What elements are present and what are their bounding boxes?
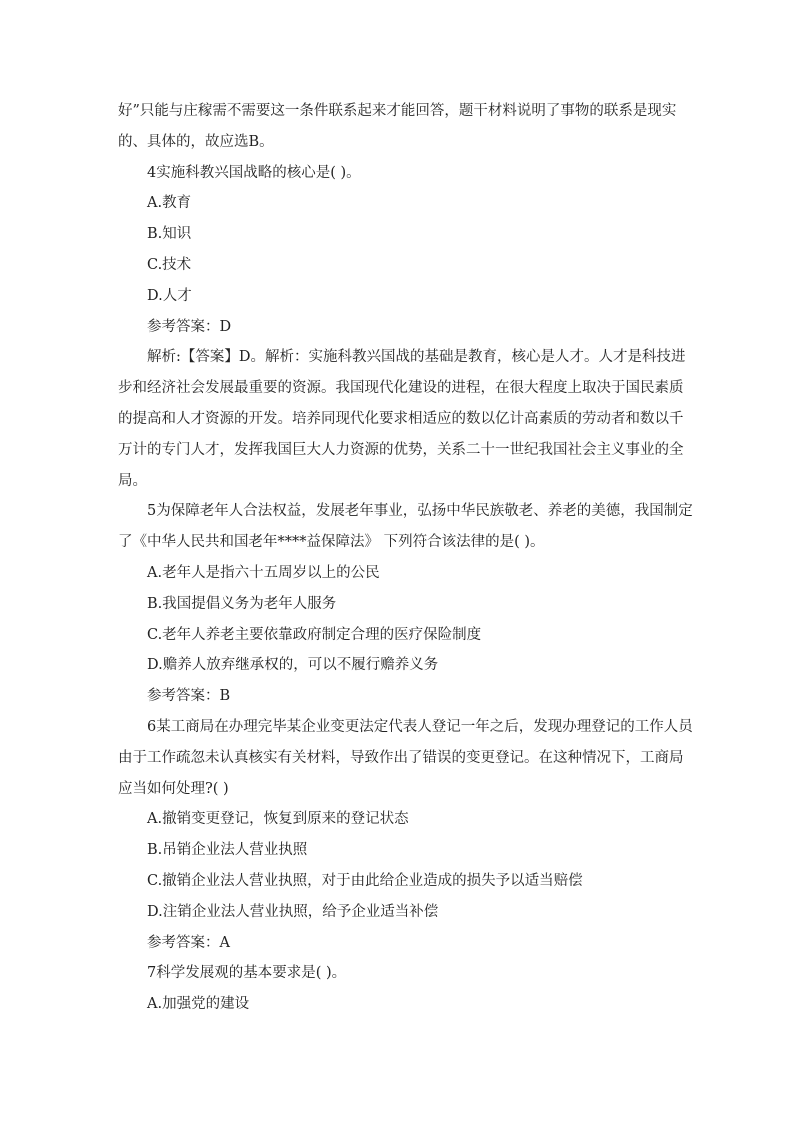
question-5-option-c: C.老年人养老主要依靠政府制定合理的医疗保险制度 [147,626,482,643]
question-6-answer: 参考答案：A [147,934,230,951]
question-6-option-d: D.注销企业法人营业执照，给予企业适当补偿 [147,903,439,920]
question-4-analysis-line-3: 的提高和人才资源的开发。培养同现代化要求相适应的数以亿计高素质的劳动者和数以千 [118,410,684,427]
question-4-analysis-line-4: 万计的专门人才，发挥我国巨大人力资源的优势，关系二十一世纪我国社会主义事业的全 [118,441,684,458]
question-4-analysis-line-2: 步和经济社会发展最重要的资源。我国现代化建设的进程，在很大程度上取决于国民素质 [118,380,684,397]
question-6-option-a: A.撤销变更登记，恢复到原来的登记状态 [147,811,409,828]
question-4-option-d: D.人才 [147,287,192,304]
question-7-text: 7科学发展观的基本要求是( )。 [147,965,347,982]
question-5-text-line-1: 5为保障老年人合法权益，发展老年事业，弘扬中华民族敬老、养老的美德，我国制定 [147,503,693,520]
question-5-text-line-2: 了《中华人民共和国老年****益保障法》 下列符合该法律的是( )。 [118,534,545,551]
question-6-option-c: C.撤销企业法人营业执照，对于由此给企业造成的损失予以适当赔偿 [147,872,583,889]
question-7-option-a: A.加强党的建设 [147,996,250,1013]
question-4-analysis-line-5: 局。 [118,472,147,489]
question-6-option-b: B.吊销企业法人营业执照 [147,842,308,859]
question-4-option-a: A.教育 [147,195,192,212]
question-5-option-a: A.老年人是指六十五周岁以上的公民 [147,564,380,581]
intro-line-1: 好”只能与庄稼需不需要这一条件联系起来才能回答，题干材料说明了事物的联系是现实 [118,103,677,119]
intro-line-2: 的、具体的，故应选B。 [118,133,274,150]
question-5-option-d: D.赡养人放弃继承权的，可以不履行赡养义务 [147,657,439,674]
question-4-option-b: B.知识 [147,226,192,243]
document-body [118,96,693,1020]
question-6-text-line-2: 由于工作疏忽未认真核实有关材料，导致作出了错误的变更登记。在这种情况下，工商局 [118,749,684,766]
question-5-answer: 参考答案：B [147,688,231,705]
question-4-answer: 参考答案：D [147,318,232,335]
question-6-text-line-1: 6某工商局在办理完毕某企业变更法定代表人登记一年之后，发现办理登记的工作人员 [147,718,693,735]
question-6-text-line-3: 应当如何处理?( ) [118,780,229,797]
question-4-option-c: C.技术 [147,256,192,273]
question-4-text: 4实施科教兴国战略的核心是( )。 [147,164,361,181]
question-4-analysis-line-1: 解析:【答案】D。解析：实施科教兴国战的基础是教育，核心是人才。人才是科技进 [147,349,686,366]
question-5-option-b: B.我国提倡义务为老年人服务 [147,595,337,612]
